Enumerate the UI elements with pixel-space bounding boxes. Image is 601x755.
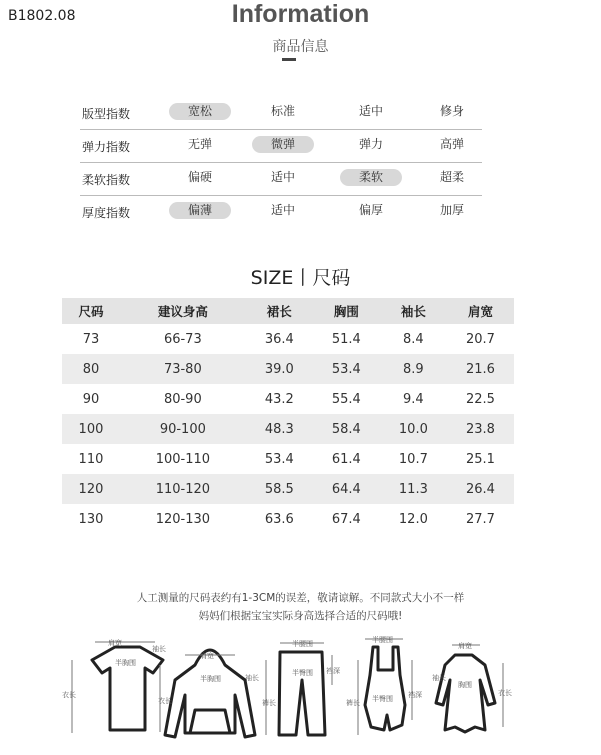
measurement-diagrams (60, 635, 540, 750)
label-overalls-hip: 半臀围 (372, 695, 393, 703)
info-option: 无弹 (187, 137, 212, 151)
table-cell: 90 (82, 391, 100, 407)
table-cell: 10.0 (380, 414, 447, 444)
table-cell: 8.4 (403, 331, 424, 347)
info-row-label: 版型指数 (82, 107, 131, 121)
table-cell: 39.0 (246, 354, 313, 384)
label-dress-length: 衣长 (498, 689, 512, 697)
section-title: Information (231, 0, 370, 28)
table-cell: 10.7 (398, 451, 428, 467)
table-cell: 53.4 (313, 354, 380, 384)
info-row (80, 196, 482, 229)
table-cell: 130 (78, 511, 104, 527)
label-overalls-rise: 裆深 (408, 691, 422, 699)
table-row (62, 504, 514, 534)
section-subtitle: 商品信息 (272, 39, 329, 55)
table-cell: 120 (62, 474, 120, 504)
table-cell: 66-73 (163, 331, 202, 347)
table-cell: 58.5 (246, 474, 313, 504)
table-cell: 58.4 (313, 414, 380, 444)
info-option-selected: 宽松 (169, 103, 231, 120)
table-cell: 8.9 (380, 354, 447, 384)
table-cell: 23.8 (447, 414, 514, 444)
info-row-label: 厚度指数 (82, 206, 131, 220)
pants-icon (279, 652, 325, 735)
table-cell: 80-90 (163, 391, 202, 407)
table-cell: 73 (82, 331, 100, 347)
label-dress-shoulder: 肩宽 (458, 642, 472, 650)
table-cell: 11.3 (380, 474, 447, 504)
table-cell: 64.4 (313, 474, 380, 504)
label-pants-length: 裤长 (262, 699, 276, 707)
info-option: 适中 (358, 104, 383, 118)
label-pants-hip: 半臀围 (292, 669, 313, 677)
table-cell: 51.4 (331, 331, 361, 347)
table-cell: 25.1 (465, 451, 495, 467)
table-cell: 27.7 (465, 511, 495, 527)
note-line-2: 妈妈们根据宝宝实际身高选择合适的尺码哦! (198, 610, 403, 622)
table-cell: 43.2 (264, 391, 294, 407)
info-option: 偏硬 (187, 170, 212, 184)
info-option: 弹力 (358, 137, 383, 151)
table-cell: 67.4 (331, 511, 361, 527)
info-row-label: 弹力指数 (82, 140, 131, 154)
info-option: 标准 (270, 104, 295, 118)
product-code: B1802.08 (8, 8, 76, 24)
table-row (62, 354, 514, 384)
table-cell: 22.5 (465, 391, 495, 407)
label-tshirt-length: 衣长 (62, 691, 76, 699)
table-cell: 110-120 (120, 474, 246, 504)
size-table (62, 298, 514, 534)
label-hoodie-shoulder: 肩宽 (200, 652, 214, 660)
info-option-selected: 柔软 (340, 169, 402, 186)
table-cell: 120-130 (155, 511, 211, 527)
label-tshirt-sleeve: 袖长 (152, 645, 166, 653)
table-cell: 21.6 (447, 354, 514, 384)
table-row (62, 474, 514, 504)
info-option: 偏厚 (358, 203, 383, 217)
table-cell: 26.4 (447, 474, 514, 504)
table-row (62, 384, 514, 414)
info-option-selected: 微弹 (252, 136, 314, 153)
table-cell: 63.6 (264, 511, 294, 527)
table-cell: 61.4 (331, 451, 361, 467)
table-row (62, 444, 514, 474)
table-row (62, 414, 514, 444)
info-option: 超柔 (439, 170, 464, 184)
table-cell: 100 (62, 414, 120, 444)
title-divider (282, 58, 296, 61)
label-pants-rise: 裆深 (326, 667, 340, 675)
table-cell: 9.4 (403, 391, 424, 407)
label-overalls-waist: 半腰围 (372, 636, 393, 644)
info-row-label: 柔软指数 (82, 173, 131, 187)
table-cell: 55.4 (331, 391, 361, 407)
table-cell: 12.0 (398, 511, 428, 527)
hoodie-icon (165, 650, 255, 737)
label-dress-chest: 胸围 (458, 681, 472, 689)
table-cell: 36.4 (264, 331, 294, 347)
table-cell: 20.7 (465, 331, 495, 347)
info-option: 适中 (270, 203, 295, 217)
table-cell: 90-100 (120, 414, 246, 444)
info-option: 高弹 (439, 137, 464, 151)
label-tshirt-shoulder: 肩宽 (108, 639, 122, 647)
label-overalls-length: 裤长 (346, 699, 360, 707)
table-cell: 73-80 (120, 354, 246, 384)
label-pants-waist: 半腰围 (292, 640, 313, 648)
label-hoodie-sleeve: 袖长 (245, 674, 259, 682)
column-header: 胸围 (313, 298, 380, 324)
size-table-header (62, 298, 514, 324)
dress-icon (436, 655, 495, 732)
info-option: 修身 (439, 104, 464, 118)
info-row (80, 97, 482, 130)
overalls-icon (365, 647, 405, 730)
table-cell: 110 (78, 451, 104, 467)
info-option: 适中 (270, 170, 295, 184)
note-line-1: 人工测量的尺码表约有1-3CM的误差，敬请谅解。不同款式大小不一样 (136, 592, 465, 604)
label-dress-sleeve: 袖长 (432, 674, 446, 682)
info-row (80, 163, 482, 196)
column-header: 袖长 (380, 298, 447, 324)
table-row (62, 324, 514, 354)
info-row (80, 130, 482, 163)
table-cell: 48.3 (246, 414, 313, 444)
info-option-selected: 偏薄 (169, 202, 231, 219)
table-cell: 100-110 (155, 451, 211, 467)
column-header: 建议身高 (120, 298, 246, 324)
label-tshirt-chest: 半胸围 (115, 659, 136, 667)
info-option: 加厚 (439, 203, 464, 217)
column-header: 尺码 (62, 298, 120, 324)
label-hoodie-length: 衣长 (158, 697, 172, 705)
column-header: 肩宽 (447, 298, 514, 324)
table-cell: 53.4 (264, 451, 294, 467)
label-hoodie-chest: 半胸围 (200, 675, 221, 683)
size-title: SIZE丨尺码 (250, 267, 351, 289)
column-header: 裙长 (246, 298, 313, 324)
table-cell: 80 (62, 354, 120, 384)
